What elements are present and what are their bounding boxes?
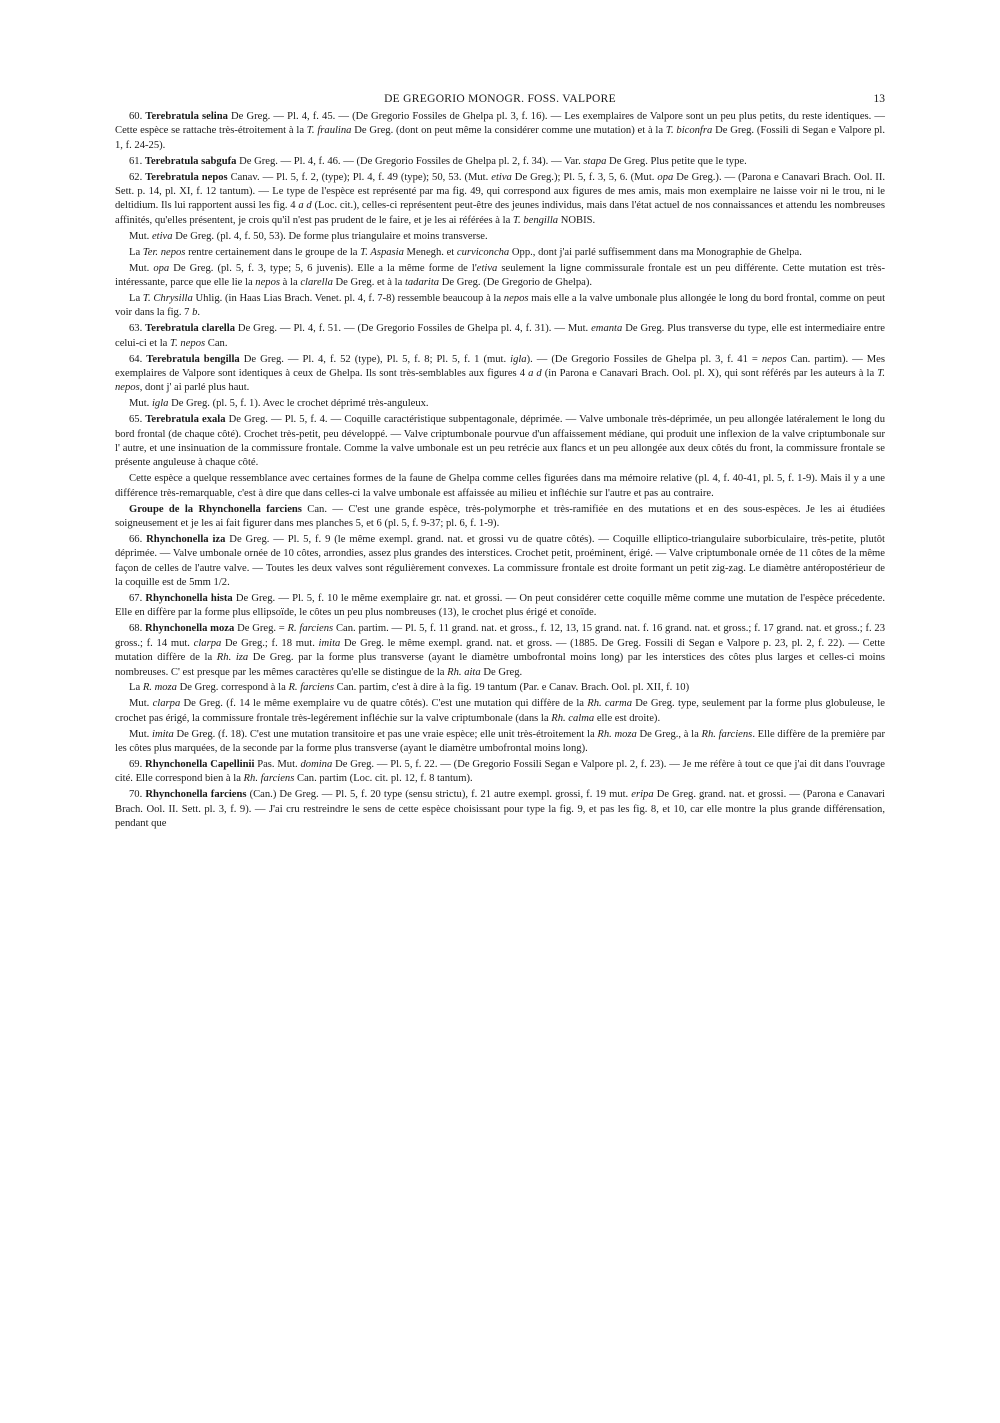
italic-term: nepos xyxy=(761,353,787,365)
species-name: Rhynchonella hista xyxy=(145,593,233,604)
italic-term: R. farciens xyxy=(287,623,334,635)
italic-term: clarpa xyxy=(152,698,181,710)
text-run: De Greg. — Pl. 4, f. 45. — (De Gregorio Fossiles de Ghelpa pl. 3, f. 16). — Les exemplaires de Valpore sont un peu plus petits, du reste identiques. — Cette espèce se rattache très-étroitement à la xyxy=(115,111,886,137)
species-name: Terebratula exala xyxy=(145,414,226,426)
italic-term: Rh. iza xyxy=(216,652,249,664)
text-run: De Greg.). — (Parona e Canavari Brach. Ool. II. Sett. p. 14, pl. XI, f. 12 tantum). — Le type de l'espèce est représenté par ma fig. 49, qui correspond aux figures de mes amis, mais mon exemplaire ne laisse voir ni le trou, ni le deltidium. Ils lui rapportent aussi les fig. 4 xyxy=(115,171,886,212)
text-run: De Greg. (dont on peut même la considérer comme une mutation) et à la xyxy=(351,125,666,137)
text-run: De Greg. le même exempl. grand. nat. et gross. — (1885. De Greg. Fossili di Segan e Valpore p. 23, pl. 2, f. 22). — Cette mutation diffère de la xyxy=(115,637,885,664)
text-run: elle est droite). xyxy=(594,712,661,724)
text-run: mais elle a la valve umbonale plus allongée le long du bord frontal, comme on peut voir dans la fig. 7 xyxy=(115,292,886,319)
text-run: Mut. xyxy=(129,698,153,710)
paragraph xyxy=(115,155,885,169)
italic-term: clarpa xyxy=(193,637,222,649)
text-run: Pas. Mut. xyxy=(254,758,301,770)
text-run: De Greg. et à la xyxy=(332,276,405,288)
text-run: . Elle diffère de la première par les côtes plus marquées, de la seconde par la forme plus transverse (ayant le diamètre umbofrontal moins long). xyxy=(115,728,885,755)
text-run: (Can.) De Greg. — Pl. 5, f. 20 type (sensu strictu), f. 21 autre exempl. grossi, f. 19 mut. xyxy=(246,789,632,801)
text-run: De Greg. — Pl. 5, f. 22. — (De Gregorio Fossili Segan e Valpore pl. 2, f. 23). — Je me réfère à tout ce que j'ai dit dans l'ouvrage cité. Elle correspond bien à la xyxy=(115,758,885,785)
text-run: De Greg. — Pl. 4, f. 51. — (De Gregorio Fossiles de Ghelpa pl. 4, f. 31). — Mut. xyxy=(235,323,592,335)
page-number: 13 xyxy=(873,93,885,105)
text-run: 67. xyxy=(129,593,146,604)
text-run: De Greg.); Pl. 5, f. 3, 5, 6. (Mut. xyxy=(511,171,658,183)
italic-term: Rh. moza xyxy=(597,728,637,740)
italic-term: R. farciens xyxy=(288,682,334,694)
italic-term: clarella xyxy=(300,276,333,288)
text-run: 68. xyxy=(129,623,146,635)
text-run: De Greg. Plus transverse du type, elle est intermediaire entre celui-ci et la xyxy=(115,323,886,349)
italic-term: igla xyxy=(510,353,527,365)
italic-term: T. Chrysilla xyxy=(142,292,193,304)
text-run: De Greg. — Pl. 5, f. 4. — Coquille caractéristique subpentagonale, déprimée. — Valve umbonale très-déprimée, un peu allongée latéralement le long du bord frontal (de chaque côté). Crochet très-petit, peu développé. — Valve criptumbonale pourvue d'un affaissement médiane, qui produit une inflexion de la valve criptumbonale sur l' autre, et une insinuation de la commissure frontale. Comme la valve umbonale est un peu retrécie aux flancs et un peu allongée aux deux côtés du front, la commissure frontale se présente anguleuse à chaque côté. xyxy=(115,414,885,469)
text-run: Menegh. et xyxy=(403,246,457,258)
text-run: Can. partim (Loc. cit. pl. 12, f. 8 tantum). xyxy=(294,773,473,785)
text-run: ). — (De Gregorio Fossiles de Ghelpa pl. 3, f. 41 = xyxy=(526,353,762,365)
text-run: Mut. xyxy=(129,262,154,274)
italic-term: nepos xyxy=(503,292,529,304)
text-run: De Greg. (De Gregorio de Ghelpa). xyxy=(439,276,593,288)
text-run: 60. xyxy=(129,111,146,122)
italic-term: Ter. nepos xyxy=(142,246,186,258)
text-run: seulement la ligne commissurale frontale est un peu différente. Cette mutation est très-intéressante, parce que elle lie la xyxy=(115,262,885,288)
species-name: Terebratula selina xyxy=(145,111,228,122)
text-run: Can. partim, c'est à dire à la fig. 19 tantum (Par. e Canav. Brach. Ool. pl. XII, f. 10) xyxy=(333,682,690,694)
italic-term: tadarita xyxy=(404,276,440,288)
text-run: De Greg. (pl. 5, f. 1). Avec le crochet déprimé très-anguleux. xyxy=(168,398,429,410)
paragraph xyxy=(115,292,885,321)
paragraph xyxy=(115,322,885,351)
text-run: Can. partim). — Mes exemplaires de Valpore sont identiques à ceux de Ghelpa. Ils sont très-semblables aux figures 4 xyxy=(115,353,885,379)
italic-term: a d xyxy=(298,200,312,212)
italic-term: etiva xyxy=(151,230,173,242)
text-run: Mut. xyxy=(129,398,152,410)
italic-term: Rh. aita xyxy=(447,666,481,678)
paragraph xyxy=(115,622,885,680)
text-run: rentre certainement dans le groupe de la xyxy=(185,246,361,258)
page-header xyxy=(115,92,885,108)
text-run: 66. xyxy=(129,533,147,545)
text-run: De Greg. correspond à la xyxy=(176,682,289,694)
text-run: (Loc. cit.), celles-ci représentent peut-être des jeunes individus, mais dans l'état actuel de nos connaissances et attendu les nombreuses affinités, qu'elles présentent, je crois qu'il n'est pas prudent de le faire, et je les ai référées à la xyxy=(115,200,885,226)
paragraph xyxy=(115,681,885,695)
text-run: Opp., dont j'ai parlé suffisemment dans ma Monographie de Ghelpa. xyxy=(509,246,802,258)
italic-term: R. moza xyxy=(142,682,177,694)
paragraph xyxy=(115,503,885,532)
text-run: De Greg. (Fossili di Segan e Valpore pl. 1, f. 24-25). xyxy=(115,125,885,151)
species-name: Rhynchonella farciens xyxy=(145,789,247,801)
italic-term: T. fraulina xyxy=(306,125,352,137)
italic-term: igla xyxy=(151,398,169,410)
species-name: Terebratula nepos xyxy=(145,171,228,183)
italic-term: opa xyxy=(657,171,674,183)
italic-term: Rh. farciens xyxy=(701,728,753,740)
text-run: De Greg. — Pl. 5, f. 9 (le même exempl. grand. nat. et grossi vu de quatre côtés). — Coquille elliptico-triangulaire suborbiculaire, très-petite, plutôt déprimée. — Valve umbonale ornée de 10 côtes, arrondies, assez plus grandes des interstices. Crochet petit, proéminent, érigé. — Valve criptumbonale ornée de 11 côtes de la même façon de celles de l'autre valve. — Toutes les deux valves sont régulièrement convexes. La commissure frontale est droite formant un petit zig-zag. Le diamètre antéropostérieur de la coquille est de 5mm 1/2. xyxy=(115,533,885,589)
text-run: De Greg. type, seulement par la forme plus globuleuse, le crochet pas érigé, la commissure frontale très-legérement infléchie sur la valve criptumbonale (dans la xyxy=(115,698,885,724)
text-run: NOBIS. xyxy=(558,214,596,226)
text-run: 62. xyxy=(129,171,146,183)
text-run: , dont j' ai parlé plus haut. xyxy=(139,382,250,394)
text-run: La xyxy=(129,292,143,304)
text-run: Cette espèce a quelque ressemblance avec certaines formes de la faune de Ghelpa comme celles figurées dans ma mémoire relative (pl. 4, f. 40-41, pl. 5, f. 1-9). Mais il y a une différence très-remarquable, c'est à dire que dans celles-ci la valve umbonale est affaissée au milieu et infléchie sur l'autre et pas au contraire. xyxy=(115,473,885,499)
paragraph xyxy=(115,788,885,831)
paragraph xyxy=(115,472,885,501)
paragraph xyxy=(115,262,885,291)
paragraph xyxy=(115,728,885,757)
italic-term: curviconcha xyxy=(456,246,510,258)
italic-term: etiva xyxy=(491,171,512,183)
text-run: . xyxy=(197,307,201,319)
text-run: De Greg. par la forme plus transverse (ayant le diamètre umbofrontal moins long) par les interstices des côtes plus larges et celles-ci moins nombreuses. C' est presque par les mêmes caractères qu'elle se distingue de la xyxy=(115,652,885,678)
italic-term: T. nepos xyxy=(170,337,206,349)
text-run: 69. xyxy=(129,758,146,770)
species-name: Rhynchonella moza xyxy=(145,623,235,635)
body-text xyxy=(115,110,885,832)
species-name: Rhynchonella iza xyxy=(146,533,226,545)
italic-term: emanta xyxy=(591,323,623,335)
paragraph xyxy=(115,697,885,726)
text-run: 61. xyxy=(129,155,145,167)
species-name: Terebratula bengilla xyxy=(146,353,240,365)
paragraph xyxy=(115,592,885,621)
paragraph xyxy=(115,413,885,471)
text-run: Mut. xyxy=(129,728,152,740)
italic-term: T. Aspasia xyxy=(360,246,404,258)
italic-term: T. biconfra xyxy=(665,125,713,137)
text-run: De Greg. xyxy=(480,666,523,678)
text-run: Canav. — Pl. 5, f. 2, (type); Pl. 4, f. 49 (type); 50, 53. (Mut. xyxy=(227,171,492,183)
text-run: De Greg. (f. 18). C'est une mutation transitoire et pas une vraie espèce; elle unit très-étroitement la xyxy=(173,728,598,740)
text-run: De Greg.; f. 18 mut. xyxy=(221,637,319,649)
italic-term: a d xyxy=(528,367,542,379)
text-run: De Greg. (pl. 4, f. 50, 53). De forme plus triangulaire et moins transverse. xyxy=(172,230,488,242)
paragraph xyxy=(115,533,885,591)
italic-term: eripa xyxy=(631,789,654,801)
italic-term: imita xyxy=(152,728,174,740)
text-run: Can. — C'est une grande espèce, très-polymorphe et très-ramifiée en des mutations et en des sous-espèces. Je les ai étudiées soigneusement et je les ai fait figurer dans mes planches 5, et 6 (pl. 5, f. 9-37; pl. 6, f. 1-9). xyxy=(115,503,885,529)
text-run: De Greg. grand. nat. et grossi. — (Parona e Canavari Brach. Ool. II. Sett. pl. 3, f. 9). — J'ai cru restreindre le sens de cette espèce choisissant pour type la fig. 9, et pas les fig. 8, et 10, car elle montre la plus grande différensation, pendant que xyxy=(115,789,885,830)
paragraph xyxy=(115,758,885,787)
text-run: De Greg., à la xyxy=(636,728,702,740)
running-title: DE GREGORIO MONOGR. FOSS. VALPORE xyxy=(384,93,616,105)
text-run: La xyxy=(129,246,143,258)
italic-term: Rh. carma xyxy=(587,698,632,710)
text-run: De Greg. (pl. 5, f. 3, type; 5, 6 juvenis). Elle a la même forme de l' xyxy=(169,262,477,274)
italic-term: etiva xyxy=(476,262,498,274)
species-name: Groupe de la Rhynchonella farciens xyxy=(129,503,302,515)
italic-term: T. bengilla xyxy=(512,214,559,226)
text-run: 64. xyxy=(129,353,147,365)
text-run: 63. xyxy=(129,323,146,335)
text-run: De Greg. — Pl. 4, f. 46. — (De Gregorio Fossiles de Ghelpa pl. 2, f. 34). — Var. xyxy=(236,155,584,167)
paragraph xyxy=(115,397,885,411)
italic-term: nepos xyxy=(255,276,281,288)
paragraph xyxy=(115,230,885,244)
text-run: à la xyxy=(280,276,301,288)
text-run: (in Parona e Canavari Brach. Ool. pl. X), qui sont référés par les auteurs à la xyxy=(541,367,878,379)
species-name: Terebratula sabgufa xyxy=(144,155,237,167)
italic-term: Rh. calma xyxy=(551,712,595,724)
italic-term: stapa xyxy=(583,155,607,167)
text-run: De Greg. = xyxy=(234,623,288,635)
text-run: 70. xyxy=(129,789,146,801)
italic-term: b xyxy=(192,307,198,319)
paragraph xyxy=(115,246,885,260)
text-run: 65. xyxy=(129,414,146,426)
text-run: La xyxy=(129,682,143,694)
text-run: Can. partim. — Pl. 5, f. 11 grand. nat. et gross., f. 12, 13, 15 grand. nat. f. 16 grand. nat. et gross.; f. 17 grand. nat. et gross.; f. 23 gross.; f. 14 mut. xyxy=(115,623,885,649)
species-name: Rhynchonella Capellinii xyxy=(145,758,255,770)
italic-term: T. nepos xyxy=(115,367,885,394)
italic-term: Rh. farciens xyxy=(243,773,295,785)
italic-term: domina xyxy=(300,758,333,770)
paragraph xyxy=(115,110,885,153)
paragraph xyxy=(115,171,885,229)
species-name: Terebratula clarella xyxy=(145,323,235,335)
text-run: De Greg. — Pl. 5, f. 10 le même exemplaire gr. nat. et grossi. — On peut considérer cette coquille même comme une mutation de l'espèce précedente. Elle en diffère par la forme plus ellipsoïde, le côtes un peu plus nombreuses (13), le crochet plus érigé et conoïde. xyxy=(115,593,885,619)
paragraph xyxy=(115,353,885,396)
italic-term: opa xyxy=(153,262,170,274)
document-page xyxy=(115,92,885,833)
text-run: Mut. xyxy=(129,230,152,242)
text-run: De Greg. — Pl. 4, f. 52 (type), Pl. 5, f. 8; Pl. 5, f. 1 (mut. xyxy=(239,353,511,365)
text-run: Uhlig. (in Haas Lias Brach. Venet. pl. 4, f. 7-8) ressemble beaucoup à la xyxy=(192,292,504,304)
text-run: De Greg. (f. 14 le même exemplaire vu de quatre côtés). C'est une mutation qui diffère de la xyxy=(180,698,588,710)
text-run: De Greg. Plus petite que le type. xyxy=(606,155,747,167)
italic-term: imita xyxy=(318,637,341,649)
text-run: Can. xyxy=(205,337,228,349)
